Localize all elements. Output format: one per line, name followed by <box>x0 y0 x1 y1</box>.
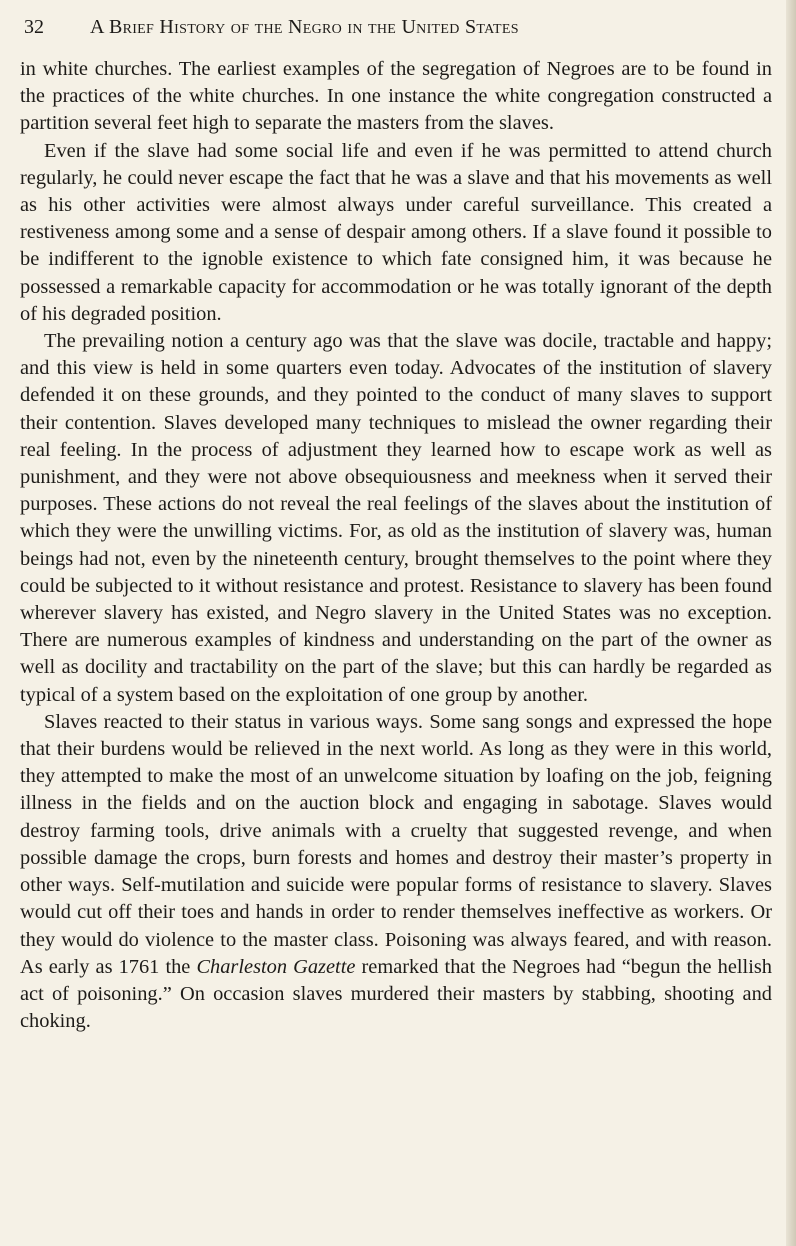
running-title: A Brief History of the Negro in the United States <box>90 16 519 38</box>
paragraph-4-text-after: remarked that the Negroes had “begun the hellish act of poisoning.” On occasion slaves murdered their masters by stabbing, shooting and choking. <box>20 955 772 1033</box>
paragraph-2: Even if the slave had some social life and even if he was permitted to attend church regularly, he could never escape the fact that he was a slave and that his movements as well as his other activities were almost always under careful surveillance. This created a restiveness among some and a sense of despair among others. If a slave found it possible to be indifferent to the ignoble existence to which fate consigned him, it was because he possessed a remarkable capacity for accommodation or he was totally ignorant of the depth of his degraded position. <box>20 139 772 325</box>
paragraph-1: in white churches. The earliest examples of the segregation of Negroes are to be found in the practices of the white churches. In one instance the white congregation constructed a partition several feet high to separate the masters from the slaves. <box>20 58 772 135</box>
paragraph-4-text-before: Slaves reacted to their status in various ways. Some sang songs and expressed the hope that their burdens would be relieved in the next world. As long as they were in this world, they attempted to make the most of an unwelcome situation by loafing on the job, feigning illness in the fields and on the auction block and engaging in sabotage. Slaves would destroy farming tools, drive animals with a cruelty that suggested revenge, and when possible damage the crops, burn forests and homes and destroy their master’s property in other ways. Self-mutilation and suicide were popular forms of resistance to slavery. Slaves would cut off their toes and hands in order to render themselves ineffective as workers. Or they would do violence to the master class. Poisoning was always feared, and with reason. As early as 1761 the <box>20 710 772 978</box>
running-head <box>24 10 772 44</box>
page-number: 32 <box>24 16 44 38</box>
page-edge <box>786 0 796 1246</box>
paragraph-3: The prevailing notion a century ago was that the slave was docile, tractable and happy; and this view is held in some quarters even today. Advocates of the institution of slavery defended it on these grounds, and they pointed to the conduct of many slaves to support their contention. Slaves developed many techniques to mislead the owner regarding their real feeling. In the process of adjustment they learned how to escape work as well as punishment, and they were not above obsequiousness and meekness when it served their purposes. These actions do not reveal the real feelings of the slaves about the institution of which they were the unwilling victims. For, as old as the institution of slavery was, human beings had not, even by the nineteenth century, brought themselves to the point where they could be subjected to it without resistance and protest. Resistance to slavery has been found wherever slavery has existed, and Negro slavery in the United States was no exception. There are numerous examples of kindness and understanding on the part of the owner as well as docility and tractability on the part of the slave; but this can hardly be regarded as typical of a system based on the exploitation of one group by another. <box>20 330 772 706</box>
paragraph-4 <box>20 709 772 1035</box>
body-text <box>20 56 772 1035</box>
newspaper-title: Charleston Gazette <box>196 955 356 978</box>
